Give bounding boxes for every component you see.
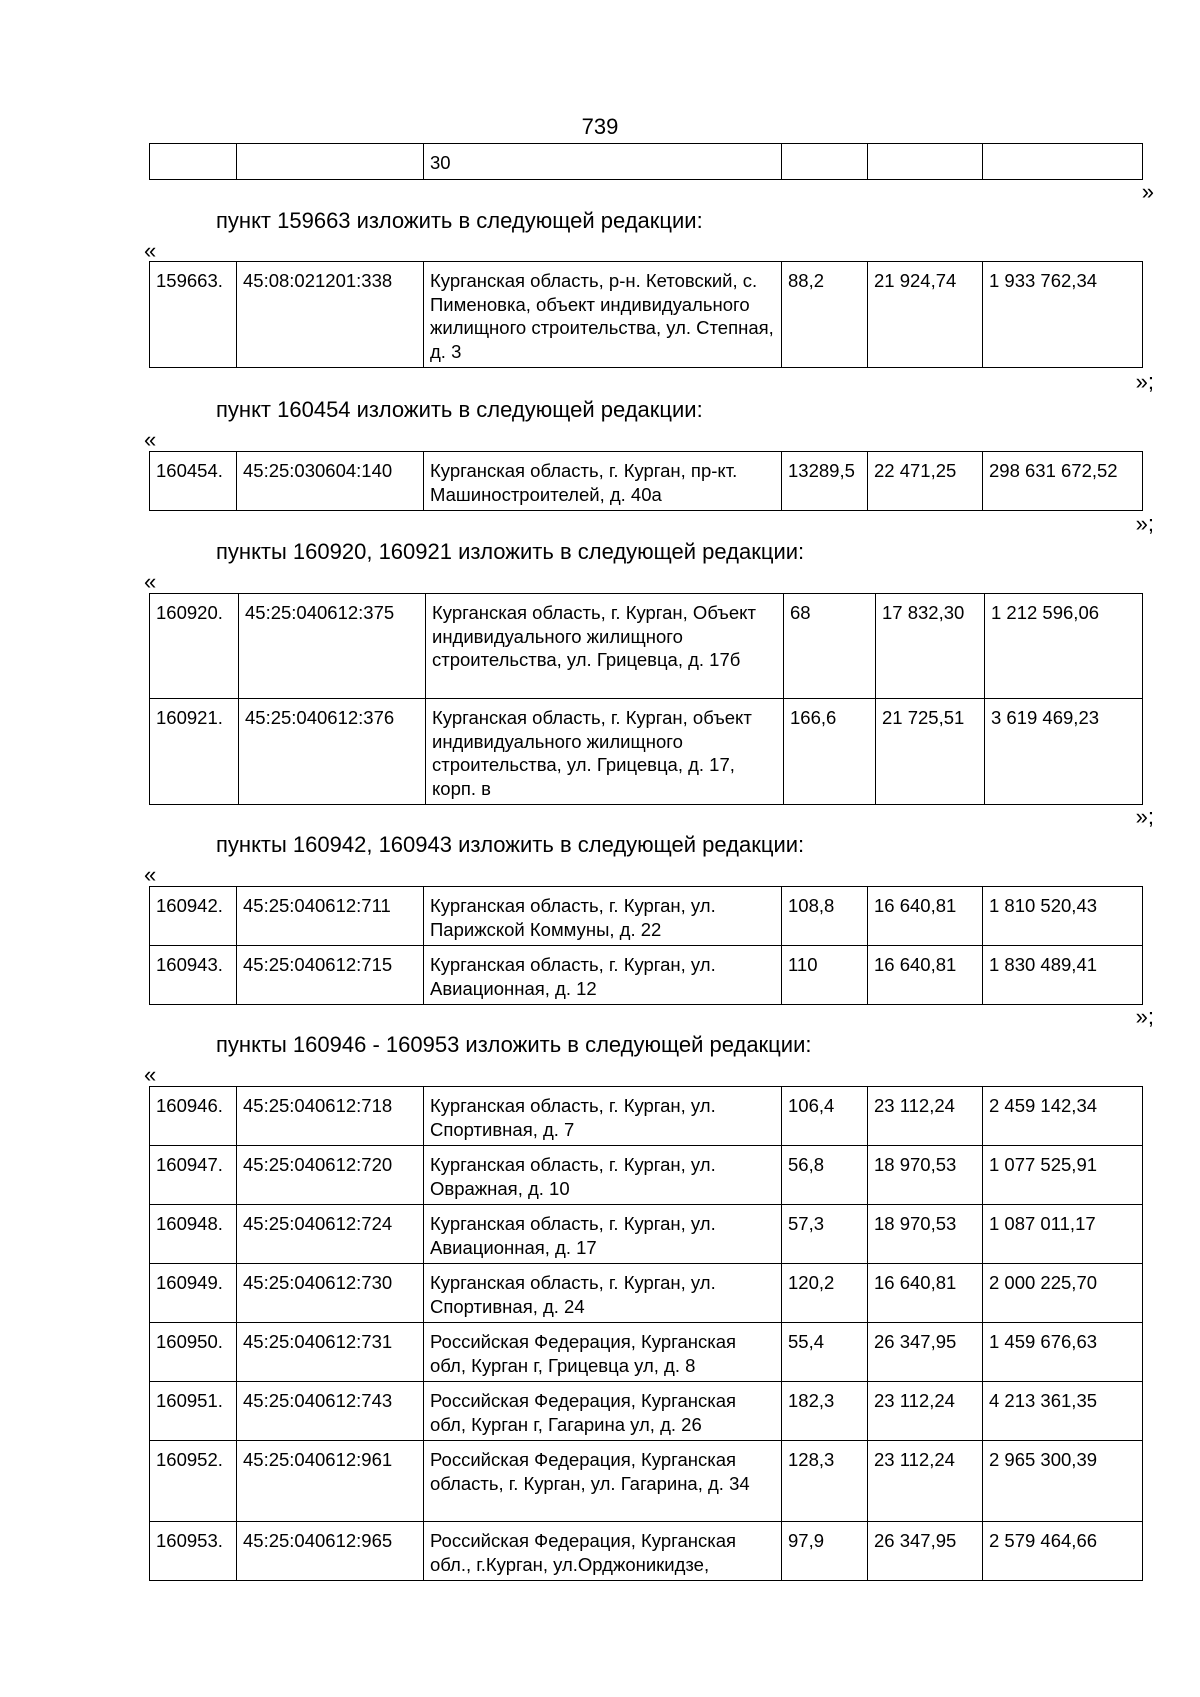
address: Курганская область, г. Курган, пр-кт. Машиностроителей, д. 40а xyxy=(424,452,782,511)
cadastral-value: 1 810 520,43 xyxy=(983,887,1143,946)
table-row xyxy=(150,262,1143,368)
area: 166,6 xyxy=(784,699,876,805)
opening-quote: « xyxy=(144,427,157,452)
property-table xyxy=(149,261,1143,368)
table-row xyxy=(150,887,1143,946)
section-heading: пункт 159663 изложить в следующей редакции: xyxy=(216,208,703,233)
opening-quote: « xyxy=(144,1062,157,1087)
section-heading: пункты 160946 - 160953 изложить в следующей редакции: xyxy=(216,1032,812,1057)
address: 30 xyxy=(424,144,782,180)
unit-value: 26 347,95 xyxy=(868,1323,983,1382)
area: 13289,5 xyxy=(782,452,868,511)
address: Курганская область, г. Курган, ул. Парижской Коммуны, д. 22 xyxy=(424,887,782,946)
closing-quote: »; xyxy=(1135,1004,1154,1029)
cadastral-value: 1 212 596,06 xyxy=(985,594,1143,699)
cadastral-number: 45:25:040612:718 xyxy=(237,1087,424,1146)
unit-value: 26 347,95 xyxy=(868,1522,983,1581)
table-row xyxy=(150,1323,1143,1382)
unit-value: 18 970,53 xyxy=(868,1205,983,1264)
opening-quote: « xyxy=(144,569,157,594)
cadastral-value: 2 000 225,70 xyxy=(983,1264,1143,1323)
area: 55,4 xyxy=(782,1323,868,1382)
row-number: 160949. xyxy=(150,1264,237,1323)
table-row xyxy=(150,1441,1143,1522)
table-row xyxy=(150,144,1143,180)
cadastral-number: 45:25:040612:965 xyxy=(237,1522,424,1581)
unit-value xyxy=(868,144,983,180)
property-table xyxy=(149,1086,1143,1581)
area: 182,3 xyxy=(782,1382,868,1441)
cadastral-number: 45:25:030604:140 xyxy=(237,452,424,511)
cadastral-number: 45:25:040612:376 xyxy=(239,699,426,805)
address: Курганская область, г. Курган, ул. Спортивная, д. 24 xyxy=(424,1264,782,1323)
property-table xyxy=(149,593,1143,805)
section-heading: пункт 160454 изложить в следующей редакции: xyxy=(216,397,703,422)
address: Курганская область, г. Курган, объект индивидуального жилищного строительства, ул. Грицевца, д. 17, корп. в xyxy=(426,699,784,805)
row-number: 160920. xyxy=(150,594,239,699)
cadastral-value: 2 459 142,34 xyxy=(983,1087,1143,1146)
opening-quote: « xyxy=(144,238,157,263)
page-number: 739 xyxy=(581,114,619,139)
row-number: 160946. xyxy=(150,1087,237,1146)
area: 120,2 xyxy=(782,1264,868,1323)
unit-value: 23 112,24 xyxy=(868,1382,983,1441)
section-heading: пункты 160920, 160921 изложить в следующей редакции: xyxy=(216,539,805,564)
unit-value: 21 924,74 xyxy=(868,262,983,368)
cadastral-number: 45:25:040612:720 xyxy=(237,1146,424,1205)
cadastral-number: 45:25:040612:743 xyxy=(237,1382,424,1441)
row-number: 160943. xyxy=(150,946,237,1005)
row-number: 160454. xyxy=(150,452,237,511)
area: 56,8 xyxy=(782,1146,868,1205)
table-row xyxy=(150,452,1143,511)
opening-quote: « xyxy=(144,862,157,887)
area: 57,3 xyxy=(782,1205,868,1264)
cadastral-value: 2 579 464,66 xyxy=(983,1522,1143,1581)
unit-value: 16 640,81 xyxy=(868,887,983,946)
unit-value: 17 832,30 xyxy=(876,594,985,699)
unit-value: 22 471,25 xyxy=(868,452,983,511)
address: Российская Федерация, Курганская обл, Курган г, Грицевца ул, д. 8 xyxy=(424,1323,782,1382)
unit-value: 21 725,51 xyxy=(876,699,985,805)
address: Российская Федерация, Курганская обл., г.Курган, ул.Орджоникидзе, xyxy=(424,1522,782,1581)
row-number: 160948. xyxy=(150,1205,237,1264)
table-row xyxy=(150,1264,1143,1323)
area: 128,3 xyxy=(782,1441,868,1522)
area: 68 xyxy=(784,594,876,699)
area: 97,9 xyxy=(782,1522,868,1581)
area: 106,4 xyxy=(782,1087,868,1146)
area xyxy=(782,144,868,180)
closing-quote: »; xyxy=(1135,804,1154,829)
row-number: 160952. xyxy=(150,1441,237,1522)
table-row xyxy=(150,946,1143,1005)
cadastral-number: 45:25:040612:730 xyxy=(237,1264,424,1323)
unit-value: 16 640,81 xyxy=(868,1264,983,1323)
table-row xyxy=(150,699,1143,805)
cadastral-number: 45:25:040612:731 xyxy=(237,1323,424,1382)
row-number: 160953. xyxy=(150,1522,237,1581)
address: Курганская область, г. Курган, ул. Спортивная, д. 7 xyxy=(424,1087,782,1146)
row-number: 160947. xyxy=(150,1146,237,1205)
closing-quote: »; xyxy=(1135,511,1154,536)
cadastral-number: 45:25:040612:711 xyxy=(237,887,424,946)
unit-value: 16 640,81 xyxy=(868,946,983,1005)
address: Российская Федерация, Курганская область, г. Курган, ул. Гагарина, д. 34 xyxy=(424,1441,782,1522)
row-number xyxy=(150,144,237,180)
table-row xyxy=(150,1382,1143,1441)
cadastral-value: 2 965 300,39 xyxy=(983,1441,1143,1522)
cadastral-number: 45:25:040612:375 xyxy=(239,594,426,699)
table-row xyxy=(150,1146,1143,1205)
cadastral-number: 45:25:040612:961 xyxy=(237,1441,424,1522)
row-number: 160921. xyxy=(150,699,239,805)
unit-value: 18 970,53 xyxy=(868,1146,983,1205)
closing-quote: »; xyxy=(1135,369,1154,394)
cadastral-value: 1 459 676,63 xyxy=(983,1323,1143,1382)
area: 110 xyxy=(782,946,868,1005)
table-row xyxy=(150,1522,1143,1581)
row-number: 160950. xyxy=(150,1323,237,1382)
address: Курганская область, р-н. Кетовский, с. Пименовка, объект индивидуального жилищного строительства, ул. Степная, д. 3 xyxy=(424,262,782,368)
cadastral-value: 3 619 469,23 xyxy=(985,699,1143,805)
section-heading: пункты 160942, 160943 изложить в следующей редакции: xyxy=(216,832,805,857)
unit-value: 23 112,24 xyxy=(868,1441,983,1522)
address: Курганская область, г. Курган, ул. Овражная, д. 10 xyxy=(424,1146,782,1205)
row-number: 160942. xyxy=(150,887,237,946)
table-row xyxy=(150,594,1143,699)
row-number: 159663. xyxy=(150,262,237,368)
cadastral-number xyxy=(237,144,424,180)
address: Курганская область, г. Курган, ул. Авиационная, д. 17 xyxy=(424,1205,782,1264)
cadastral-value: 1 830 489,41 xyxy=(983,946,1143,1005)
property-table xyxy=(149,886,1143,1005)
cadastral-value: 298 631 672,52 xyxy=(983,452,1143,511)
address: Курганская область, г. Курган, ул. Авиационная, д. 12 xyxy=(424,946,782,1005)
address: Курганская область, г. Курган, Объект индивидуального жилищного строительства, ул. Грицевца, д. 17б xyxy=(426,594,784,699)
cadastral-number: 45:25:040612:724 xyxy=(237,1205,424,1264)
unit-value: 23 112,24 xyxy=(868,1087,983,1146)
cadastral-value: 1 933 762,34 xyxy=(983,262,1143,368)
table-row xyxy=(150,1205,1143,1264)
continuation-table xyxy=(149,143,1143,180)
cadastral-value: 1 077 525,91 xyxy=(983,1146,1143,1205)
area: 108,8 xyxy=(782,887,868,946)
area: 88,2 xyxy=(782,262,868,368)
row-number: 160951. xyxy=(150,1382,237,1441)
cadastral-value xyxy=(983,144,1143,180)
cadastral-number: 45:25:040612:715 xyxy=(237,946,424,1005)
property-table xyxy=(149,451,1143,511)
cadastral-value: 1 087 011,17 xyxy=(983,1205,1143,1264)
cadastral-value: 4 213 361,35 xyxy=(983,1382,1143,1441)
table-row xyxy=(150,1087,1143,1146)
address: Российская Федерация, Курганская обл, Курган г, Гагарина ул, д. 26 xyxy=(424,1382,782,1441)
cadastral-number: 45:08:021201:338 xyxy=(237,262,424,368)
closing-quote: » xyxy=(1141,179,1154,204)
